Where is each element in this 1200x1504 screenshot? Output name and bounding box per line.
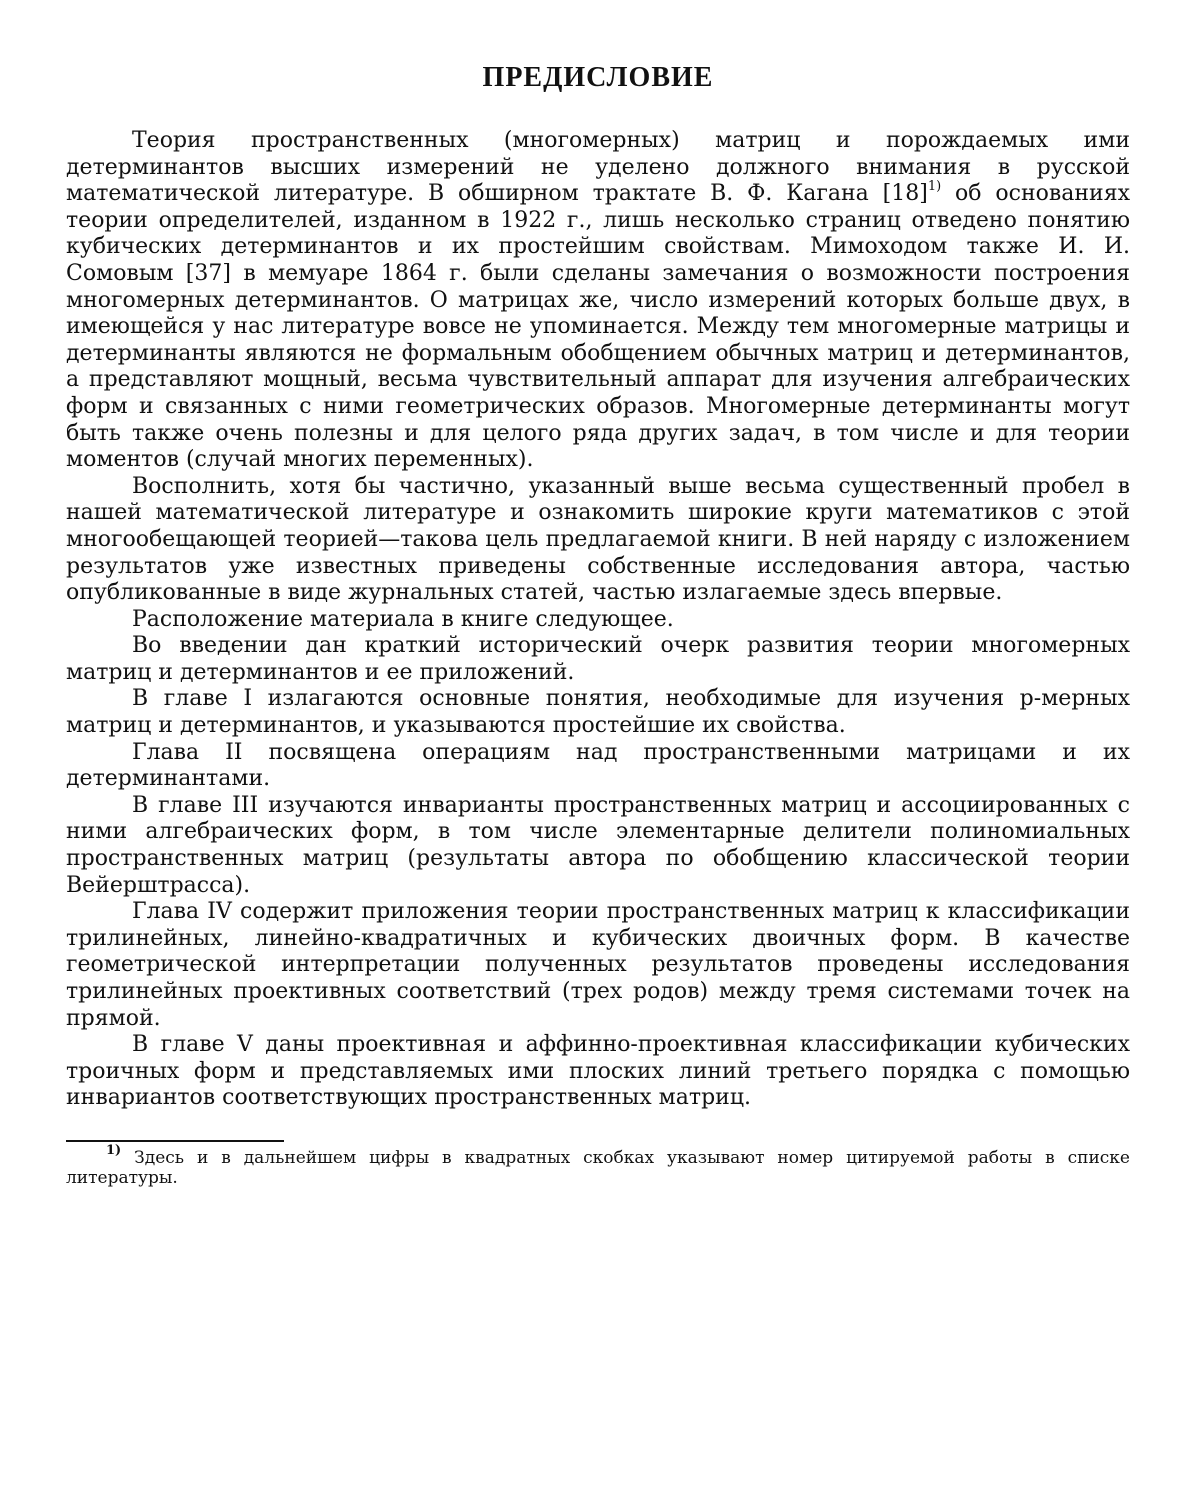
document-page	[66, 58, 1130, 1188]
footnote-reference: 1)	[928, 179, 941, 194]
paragraph-text: Теория пространственных (многомерных) матриц и порождаемых ими детерминантов высших измерений не уделено должного внимания в русской математической литературе. В обширном трактате В. Ф. Кагана [18]	[66, 128, 1130, 206]
paragraph-text: об основаниях теории определителей, изданном в 1922 г., лишь несколько страниц отведено понятию кубических детерминантов и их простейшим свойствам. Мимоходом также И. И. Сомовым [37] в мемуаре 1864 г. были сделаны замечания о возможности построения многомерных детерминантов. О матрицах же, число измерений которых больше двух, в имеющейся у нас литературе вовсе не упоминается. Между тем многомерные матрицы и детерминанты являются не формальным обобщением обычных матриц и детерминантов, а представляют мощный, весьма чувствительный аппарат для изучения алгебраических форм и связанных с ними геометрических образов. Многомерные детерминанты могут быть также очень полезны и для целого ряда других задач, в том числе и для теории моментов (случай многих переменных).	[66, 181, 1130, 472]
page-title: ПРЕДИСЛОВИЕ	[66, 58, 1130, 98]
paragraph: Расположение материала в книге следующее.	[66, 607, 1130, 634]
footnote-marker: 1)	[106, 1143, 121, 1158]
paragraph: Глава II посвящена операциям над пространственными матрицами и их детерминантами.	[66, 740, 1130, 793]
preface-body	[66, 128, 1130, 1112]
paragraph: Восполнить, хотя бы частично, указанный выше весьма существенный пробел в нашей математической литературе и ознакомить широкие круги математиков с этой многообещающей теорией—такова цель предлагаемой книги. В ней наряду с изложением результатов уже известных приведены собственные исследования автора, частью опубликованные в виде журнальных статей, частью излагаемые здесь впервые.	[66, 474, 1130, 607]
footnote-text: Здесь и в дальнейшем цифры в квадратных скобках указывают номер цитируемой работы в списке литературы.	[66, 1148, 1130, 1188]
paragraph: Глава IV содержит приложения теории пространственных матриц к классификации трилинейных, линейно-квадратичных и кубических двоичных форм. В качестве геометрической интерпретации полученных результатов проведены исследования трилинейных проективных соответствий (трех родов) между тремя системами точек на прямой.	[66, 899, 1130, 1032]
footnote	[66, 1148, 1130, 1188]
paragraph	[66, 128, 1130, 474]
paragraph: Во введении дан краткий исторический очерк развития теории многомерных матриц и детерминантов и ее приложений.	[66, 633, 1130, 686]
paragraph: В главе III изучаются инварианты пространственных матриц и ассоциированных с ними алгебраических форм, в том числе элементарные делители полиномиальных пространственных матриц (результаты автора по обобщению классической теории Вейерштрасса).	[66, 793, 1130, 899]
paragraph: В главе I излагаются основные понятия, необходимые для изучения p-мерных матриц и детерминантов, и указываются простейшие их свойства.	[66, 686, 1130, 739]
footnote-divider	[66, 1140, 284, 1142]
paragraph: В главе V даны проективная и аффинно-проективная классификации кубических троичных форм и представляемых ими плоских линий третьего порядка с помощью инвариантов соответствующих пространственных матриц.	[66, 1032, 1130, 1112]
